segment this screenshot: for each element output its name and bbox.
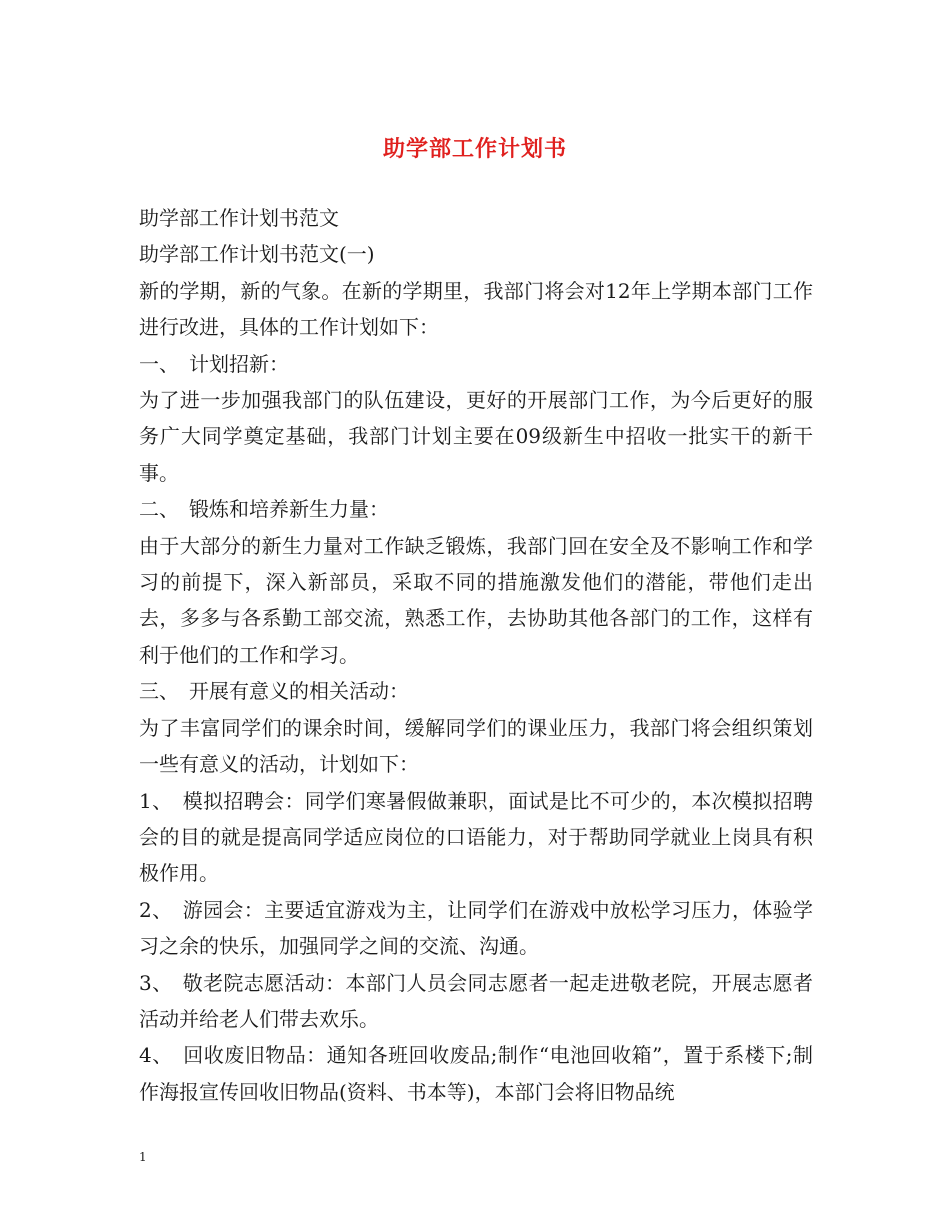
section-heading: 三、 开展有意义的相关活动： (139, 679, 409, 704)
document-title: 助学部工作计划书 (382, 136, 567, 162)
list-item: 1、 模拟招聘会：同学们寒暑假做兼职，面试是比不可少的，本次模拟招聘会的目的就是提高同学适应岗位的口语能力，对于帮助同学就业上岗具有积极作用。 (139, 788, 813, 886)
section-heading: 一、 计划招新： (139, 351, 289, 376)
paragraph: 为了进一步加强我部门的队伍建设，更好的开展部门工作，为今后更好的服务广大同学奠定基础，我部门计划主要在09级新生中招收一批实干的新干事。 (139, 388, 813, 485)
paragraph: 助学部工作计划书范文 (139, 206, 339, 230)
document-body (139, 200, 813, 1110)
paragraph: 新的学期，新的气象。在新的学期里，我部门将会对12年上学期本部门工作进行改进，具体的工作计划如下： (139, 278, 813, 340)
page-number: 1 (139, 1150, 147, 1164)
paragraph: 为了丰富同学们的课余时间，缓解同学们的课业压力，我部门将会组织策划一些有意义的活动，计划如下： (139, 715, 813, 777)
list-item: 2、 游园会：主要适宜游戏为主，让同学们在游戏中放松学习压力，体验学习之余的快乐，加强同学之间的交流、沟通。 (139, 897, 813, 959)
list-item: 4、 回收废旧物品：通知各班回收废品;制作“电池回收箱”，置于系楼下;制作海报宣传回收旧物品(资料、书本等)，本部门会将旧物品统 (139, 1043, 813, 1104)
section-heading: 二、 锻炼和培养新生力量： (139, 497, 389, 522)
paragraph: 由于大部分的新生力量对工作缺乏锻炼，我部门回在安全及不影响工作和学习的前提下，深入新部员，采取不同的措施激发他们的潜能，带他们走出去，多多与各系勤工部交流，熟悉工作，去协助其他各部门的工作，这样有利于他们的工作和学习。 (139, 533, 813, 667)
list-item: 3、 敬老院志愿活动：本部门人员会同志愿者一起走进敬老院，开展志愿者活动并给老人们带去欢乐。 (139, 970, 813, 1031)
paragraph: 助学部工作计划书范文(一) (139, 242, 375, 267)
